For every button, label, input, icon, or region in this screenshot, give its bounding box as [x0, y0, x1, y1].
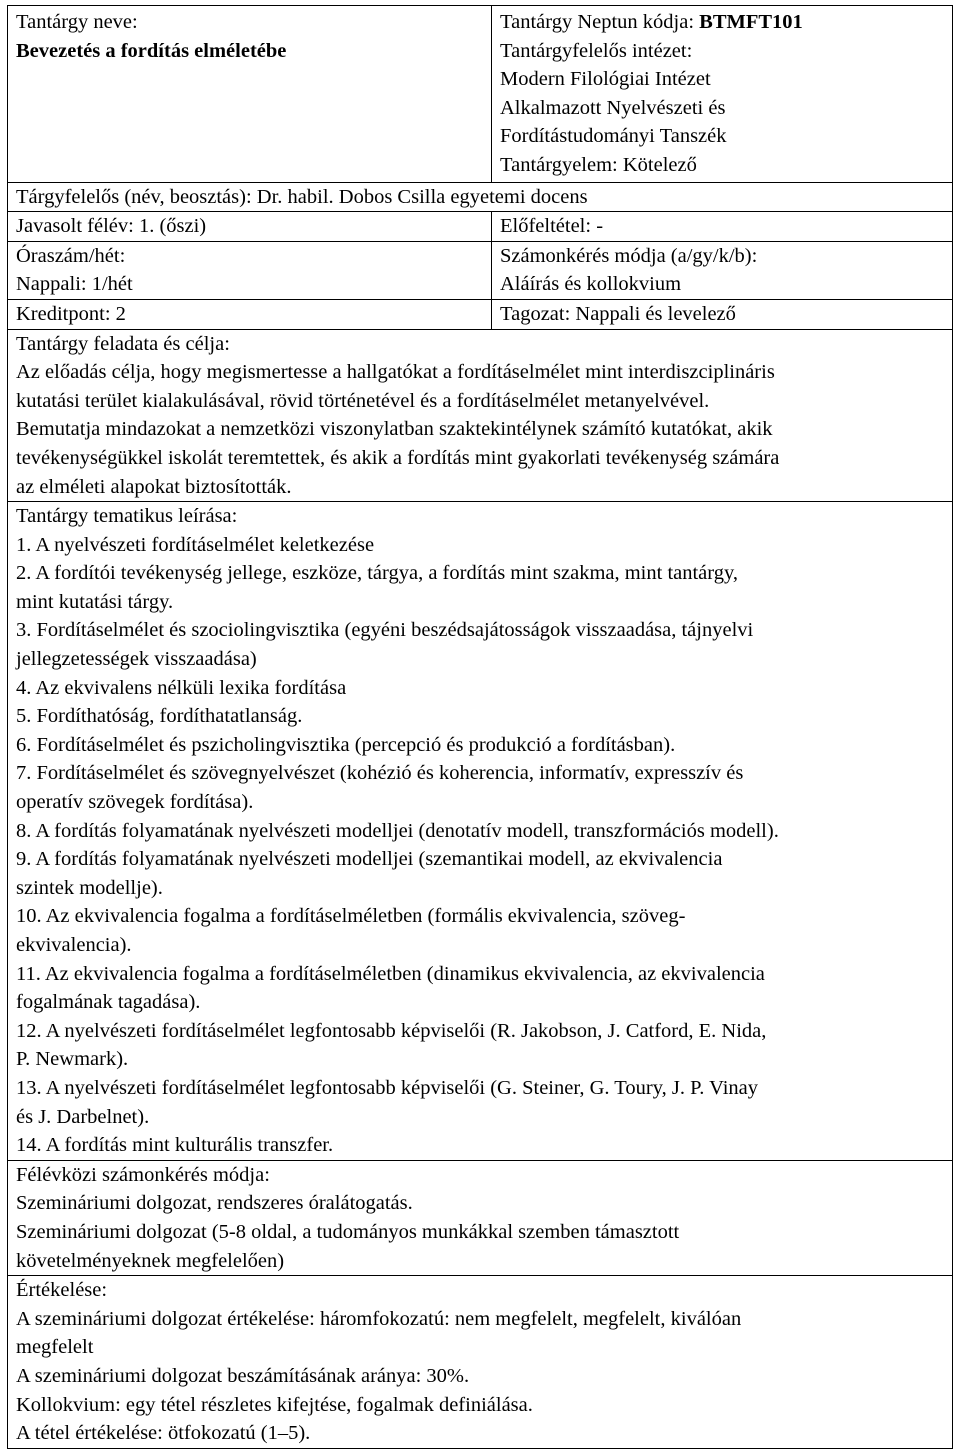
- midterm-line: követelményeknek megfelelően): [16, 1249, 285, 1272]
- department-name-line-1: Alkalmazott Nyelvészeti és: [500, 96, 726, 119]
- midterm-row: [8, 1161, 952, 1276]
- goals-section: [8, 330, 952, 502]
- suggested-semester: Javasolt félév: 1. (őszi): [8, 212, 492, 241]
- subject-name-label: Tantárgy neve:: [16, 11, 138, 33]
- topic-line: 14. A fordítás mint kulturális transzfer.: [16, 1134, 334, 1157]
- evaluation-section: [8, 1276, 952, 1448]
- topic-line: 1. A nyelvészeti fordításelmélet keletkezése: [16, 533, 375, 556]
- topic-line: P. Newmark).: [16, 1048, 129, 1071]
- topic-line: 5. Fordíthatóság, fordíthatatlanság.: [16, 705, 303, 728]
- topic-line: szintek modellje).: [16, 876, 163, 899]
- weekly-hours-label: Óraszám/hét:: [16, 244, 126, 267]
- prerequisite: Előfeltétel: -: [500, 215, 604, 238]
- goals-line: az elméleti alapokat biztosították.: [16, 475, 292, 498]
- topic-line: 3. Fordításelmélet és szociolingvisztika (egyéni beszédsajátosságok visszaadása, tájnyelvi: [16, 619, 754, 642]
- topic-line: 12. A nyelvészeti fordításelmélet legfontosabb képviselői (R. Jakobson, J. Catford, E. Nida,: [16, 1019, 767, 1042]
- study-mode: Tagozat: Nappali és levelező: [500, 302, 736, 325]
- topic-line: és J. Darbelnet).: [16, 1105, 150, 1128]
- semester-row: [8, 212, 952, 242]
- assessment-label: Számonkérés módja (a/gy/k/b):: [500, 244, 758, 267]
- topic-line: fogalmának tagadása).: [16, 991, 201, 1014]
- neptun-code-line: [500, 8, 944, 37]
- topic-line: 6. Fordításelmélet és pszicholingvisztika (percepció és produkció a fordításban).: [16, 733, 676, 756]
- neptun-code: BTMFT101: [699, 11, 803, 33]
- evaluation-line: A tétel értékelése: ötfokozatú (1–5).: [16, 1422, 311, 1445]
- weekly-hours-cell: [8, 242, 492, 299]
- evaluation-label: Értékelése:: [16, 1279, 108, 1302]
- topic-line: 2. A fordítói tevékenység jellege, eszköze, tárgya, a fordítás mint szakma, mint tantárgy,: [16, 562, 739, 585]
- topic-line: ekvivalencia).: [16, 934, 132, 956]
- topic-line: 7. Fordításelmélet és szövegnyelvészet (kohézió és koherencia, informatív, expresszív és: [16, 762, 744, 785]
- subject-name: Bevezetés a fordítás elméletébe: [16, 39, 287, 62]
- midterm-label: Félévközi számonkérés módja:: [16, 1163, 270, 1186]
- goals-line: Bemutatja mindazokat a nemzetközi viszonylatban szaktekintélynek számító kutatókat, akik: [16, 418, 773, 441]
- evaluation-line: A szemináriumi dolgozat beszámításának aránya: 30%.: [16, 1364, 470, 1387]
- neptun-code-label: Tantárgy Neptun kódja:: [500, 11, 695, 33]
- credit-points: Kreditpont: 2: [8, 300, 492, 329]
- subject-name-cell: [8, 6, 492, 182]
- goals-line: kutatási terület kialakulásával, rövid történetével és a fordításelmélet metanyelvével.: [16, 389, 710, 412]
- topic-line: 13. A nyelvészeti fordításelmélet legfontosabb képviselői (G. Steiner, G. Toury, J. P. Vinay: [16, 1076, 758, 1099]
- topics-row: [8, 502, 952, 1161]
- goals-line: Az előadás célja, hogy megismertesse a hallgatókat a fordításelmélet mint interdiszciplináris: [16, 361, 775, 384]
- header-row: [8, 6, 952, 183]
- assessment-value: Aláírás és kollokvium: [500, 273, 682, 296]
- goals-line: tevékenységükkel iskolát teremtettek, és akik a fordítás mint gyakorlati tevékenység számára: [16, 446, 780, 469]
- hours-row: [8, 242, 952, 300]
- midterm-line: Szemináriumi dolgozat (5-8 oldal, a tudományos munkákkal szemben támasztott: [16, 1220, 680, 1243]
- evaluation-line: A szemináriumi dolgozat értékelése: háromfokozatú: nem megfelelt, megfelelt, kiválóan: [16, 1307, 742, 1330]
- topic-line: jellegzetességek visszaadása): [16, 648, 257, 671]
- topics-section: [8, 502, 952, 1160]
- goals-row: [8, 330, 952, 503]
- evaluation-row: [8, 1276, 952, 1448]
- topic-line: 11. Az ekvivalencia fogalma a fordításelméletben (dinamikus ekvivalencia, az ekvivalencia: [16, 962, 765, 985]
- course-element: Tantárgyelem: Kötelező: [500, 153, 697, 176]
- course-sheet: [7, 5, 953, 1449]
- goals-label: Tantárgy feladata és célja:: [16, 332, 230, 355]
- assessment-cell: [492, 242, 952, 299]
- weekly-hours-value: Nappali: 1/hét: [16, 273, 133, 296]
- institute-name: Modern Filológiai Intézet: [500, 68, 711, 91]
- topic-line: 8. A fordítás folyamatának nyelvészeti modelljei (denotatív modell, transzformációs modell).: [16, 819, 779, 842]
- evaluation-line: megfelelt: [16, 1336, 94, 1359]
- topic-line: 9. A fordítás folyamatának nyelvészeti modelljei (szemantikai modell, az ekvivalencia: [16, 848, 723, 871]
- topics-label: Tantárgy tematikus leírása:: [16, 505, 238, 528]
- responsible-institute-label: Tantárgyfelelős intézet:: [500, 39, 693, 62]
- credits-row: [8, 300, 952, 330]
- responsible-row: [8, 183, 952, 213]
- topic-line: mint kutatási tárgy.: [16, 590, 174, 613]
- responsible-person: Tárgyfelelős (név, beosztás): Dr. habil. Dobos Csilla egyetemi docens: [16, 185, 588, 208]
- subject-meta-cell: [492, 6, 952, 182]
- midterm-line: Szemináriumi dolgozat, rendszeres óralátogatás.: [16, 1192, 413, 1215]
- topic-line: 4. Az ekvivalens nélküli lexika fordítása: [16, 676, 347, 699]
- topic-line: operatív szövegek fordítása).: [16, 791, 254, 814]
- evaluation-line: Kollokvium: egy tétel részletes kifejtése, fogalmak definiálása.: [16, 1393, 533, 1416]
- department-name-line-2: Fordítástudományi Tanszék: [500, 125, 727, 148]
- topic-line: 10. Az ekvivalencia fogalma a fordításelméletben (formális ekvivalencia, szöveg-: [16, 905, 686, 928]
- midterm-section: [8, 1161, 952, 1275]
